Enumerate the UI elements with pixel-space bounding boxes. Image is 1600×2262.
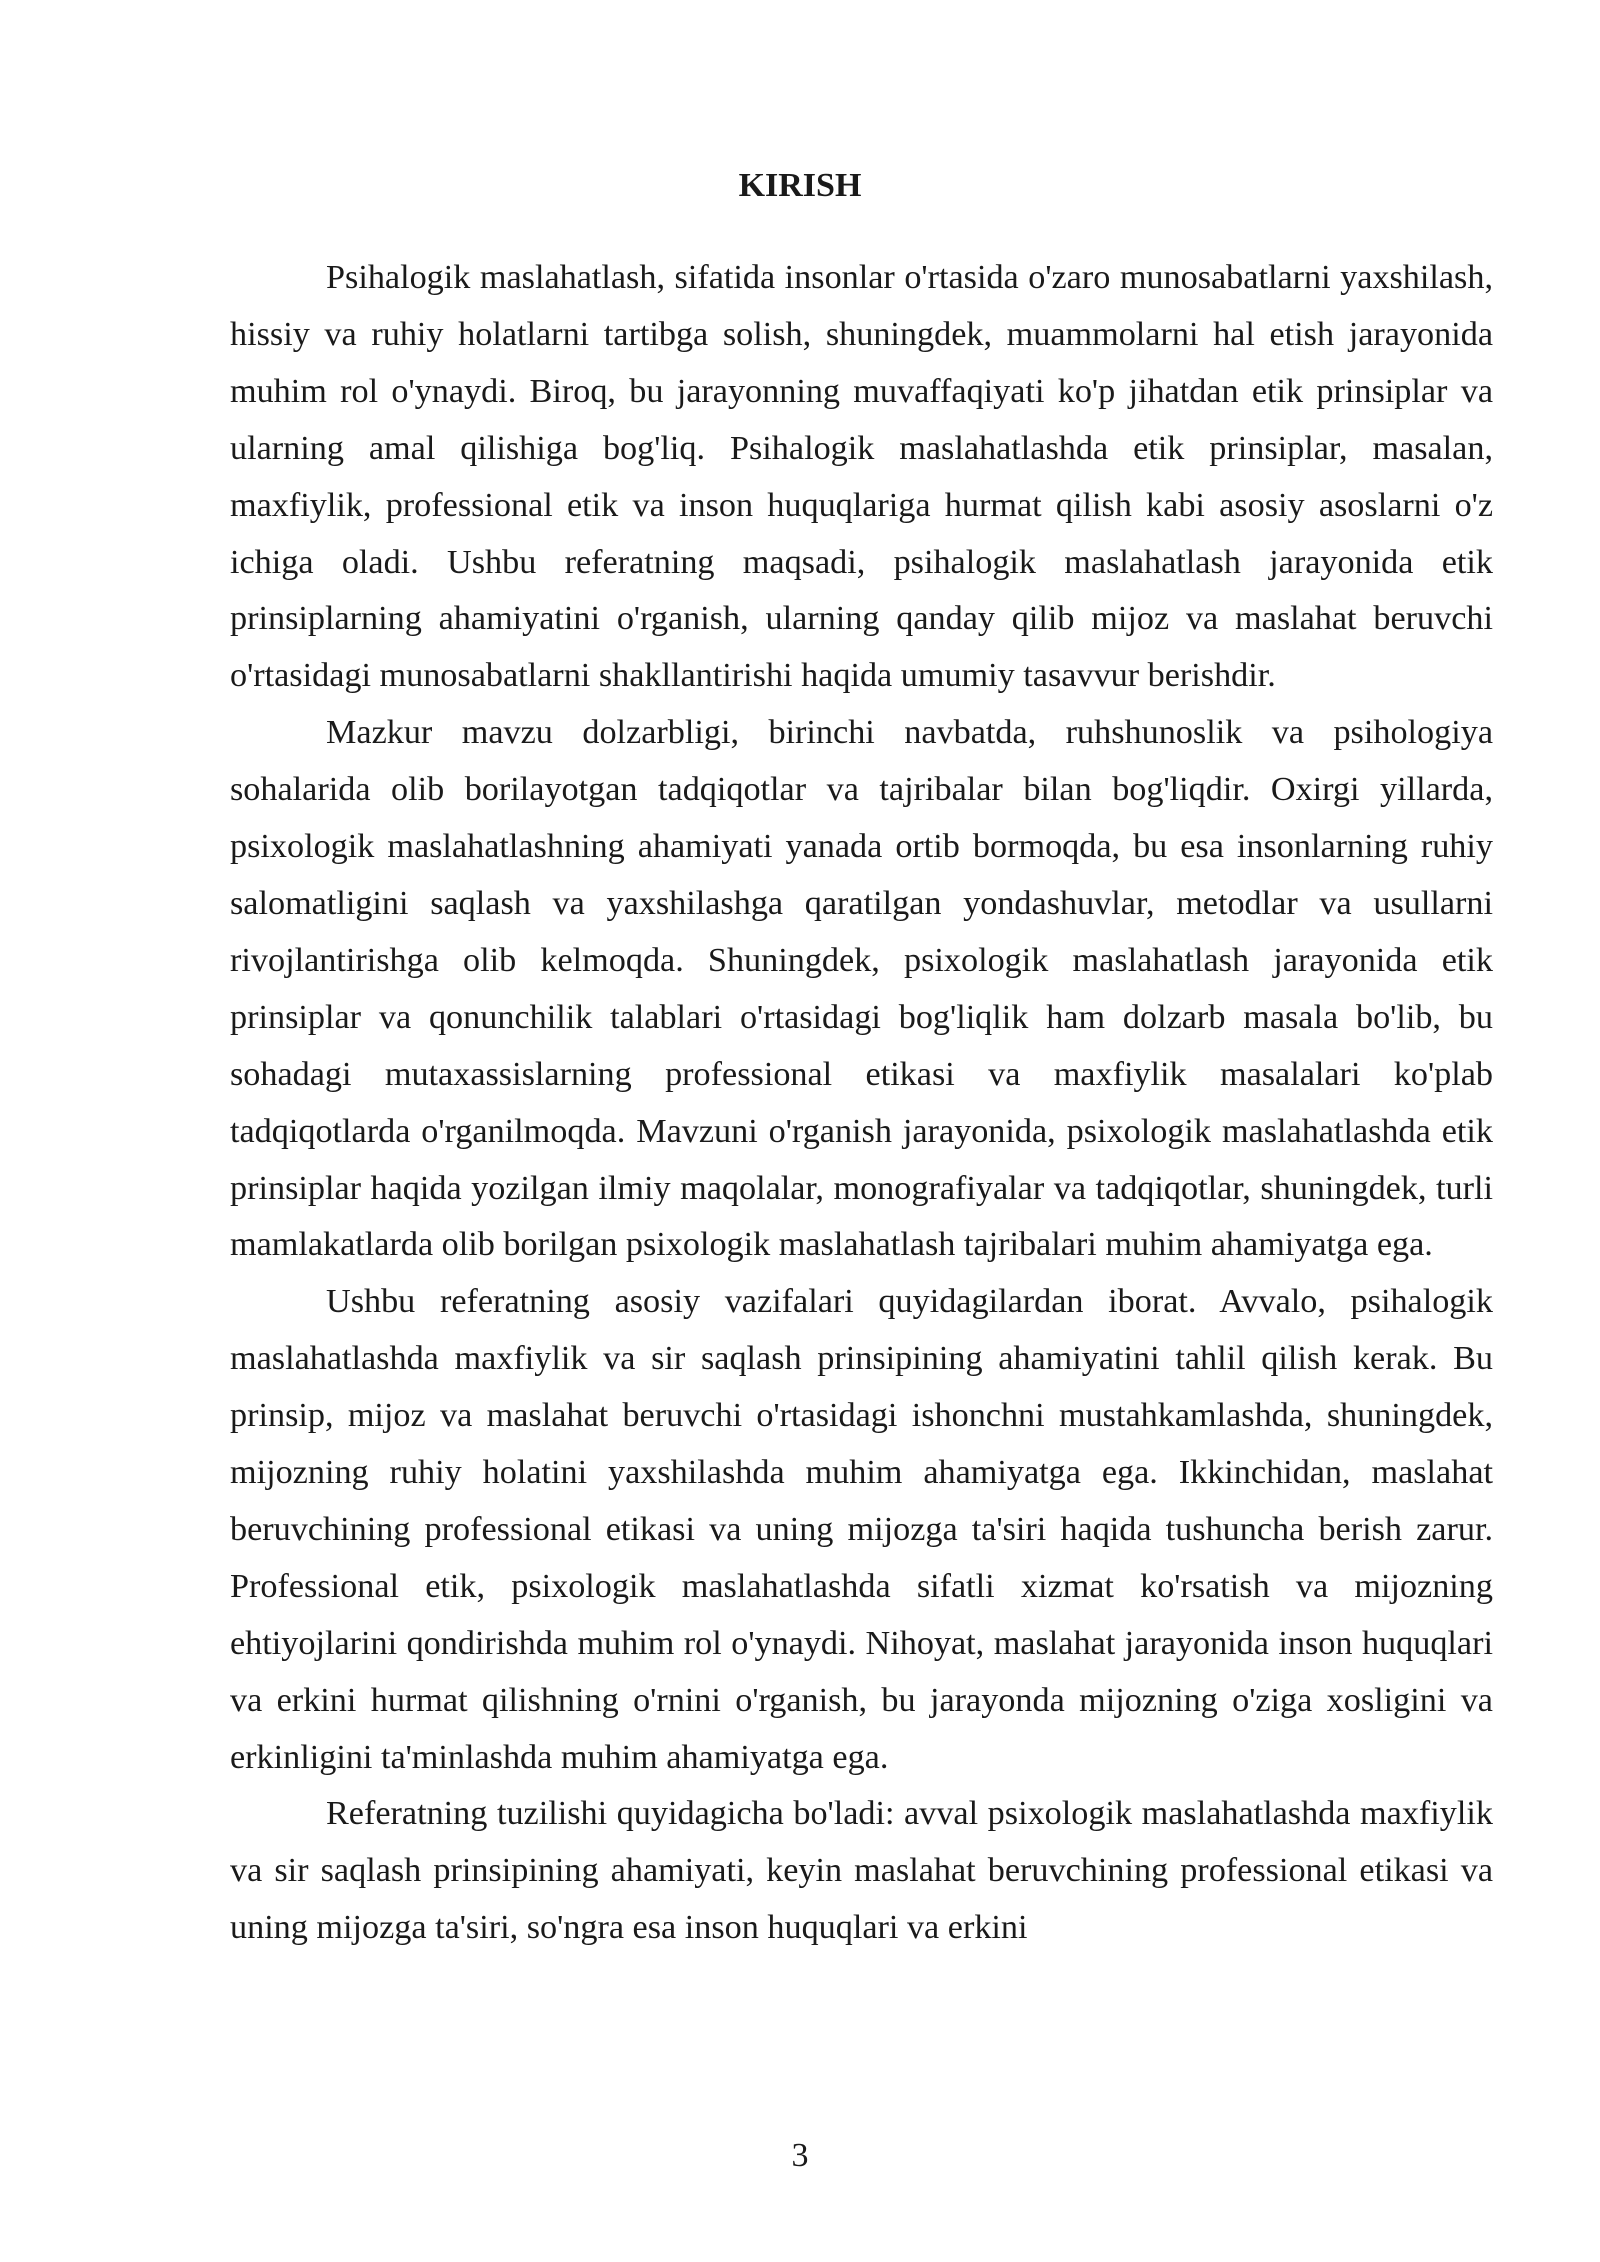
paragraph-structure: Referatning tuzilishi quyidagicha bo'ladi: avval psixologik maslahatlashda maxfiylik va sir saqlash prinsipining ahamiyati, keyin maslahat beruvchining professional etikasi va uning mijozga ta'siri, so'ngra esa inson huquqlari va erkini [230,1795,1493,1947]
page-title: KIRISH [738,167,862,204]
page-number: 3 [791,2137,809,2174]
document-body [230,250,1493,1957]
paragraph-tasks: Ushbu referatning asosiy vazifalari quyidagilardan iborat. Avvalo, psihalogik maslahatlashda maxfiylik va sir saqlash prinsipining ahamiyatini tahlil qilish kerak. Bu prinsip, mijoz va maslahat beruvchi o'rtasidagi ishonchni mustahkamlashda, shuningdek, mijozning ruhiy holatini yaxshilashda muhim ahamiyatga ega. Ikkinchidan, maslahat beruvchining professional etikasi va uning mijozga ta'siri haqida tushuncha berish zarur. Professional etik, psixologik maslahatlashda sifatli xizmat ko'rsatish va mijozning ehtiyojlarini qondirishda muhim rol o'ynaydi. Nihoyat, maslahat jarayonida inson huquqlari va erkini hurmat qilishning o'rnini o'rganish, bu jarayonda mijozning o'ziga xosligini va erkinligini ta'minlashda muhim ahamiyatga ega. [230,1283,1493,1776]
paragraph-relevance: Mazkur mavzu dolzarbligi, birinchi navbatda, ruhshunoslik va psihologiya sohalarida olib borilayotgan tadqiqotlar va tajribalar bilan bog'liqdir. Oxirgi yillarda, psixologik maslahatlashning ahamiyati yanada ortib bormoqda, bu esa insonlarning ruhiy salomatligini saqlash va yaxshilashga qaratilgan yondashuvlar, metodlar va usullarni rivojlantirishga olib kelmoqda. Shuningdek, psixologik maslahatlash jarayonida etik prinsiplar va qonunchilik talablari o'rtasidagi bog'liqlik ham dolzarb masala bo'lib, bu sohadagi mutaxassislarning professional etikasi va maxfiylik masalalari ko'plab tadqiqotlarda o'rganilmoqda. Mavzuni o'rganish jarayonida, psixologik maslahatlashda etik prinsiplar haqida yozilgan ilmiy maqolalar, monografiyalar va tadqiqotlar, shuningdek, turli mamlakatlarda olib borilgan psixologik maslahatlash tajribalari muhim ahamiyatga ega. [230,714,1493,1264]
paragraph-intro: Psihalogik maslahatlash, sifatida insonlar o'rtasida o'zaro munosabatlarni yaxshilash, hissiy va ruhiy holatlarni tartibga solish, shuningdek, muammolarni hal etish jarayonida muhim rol o'ynaydi. Biroq, bu jarayonning muvaffaqiyati ko'p jihatdan etik prinsiplar va ularning amal qilishiga bog'liq. Psihalogik maslahatlashda etik prinsiplar, masalan, maxfiylik, professional etik va inson huquqlariga hurmat qilish kabi asosiy asoslarni o'z ichiga oladi. Ushbu referatning maqsadi, psihalogik maslahatlash jarayonida etik prinsiplarning ahamiyatini o'rganish, ularning qanday qilib mijoz va maslahat beruvchi o'rtasidagi munosabatlarni shakllantirishi haqida umumiy tasavvur berishdir. [230,259,1493,695]
